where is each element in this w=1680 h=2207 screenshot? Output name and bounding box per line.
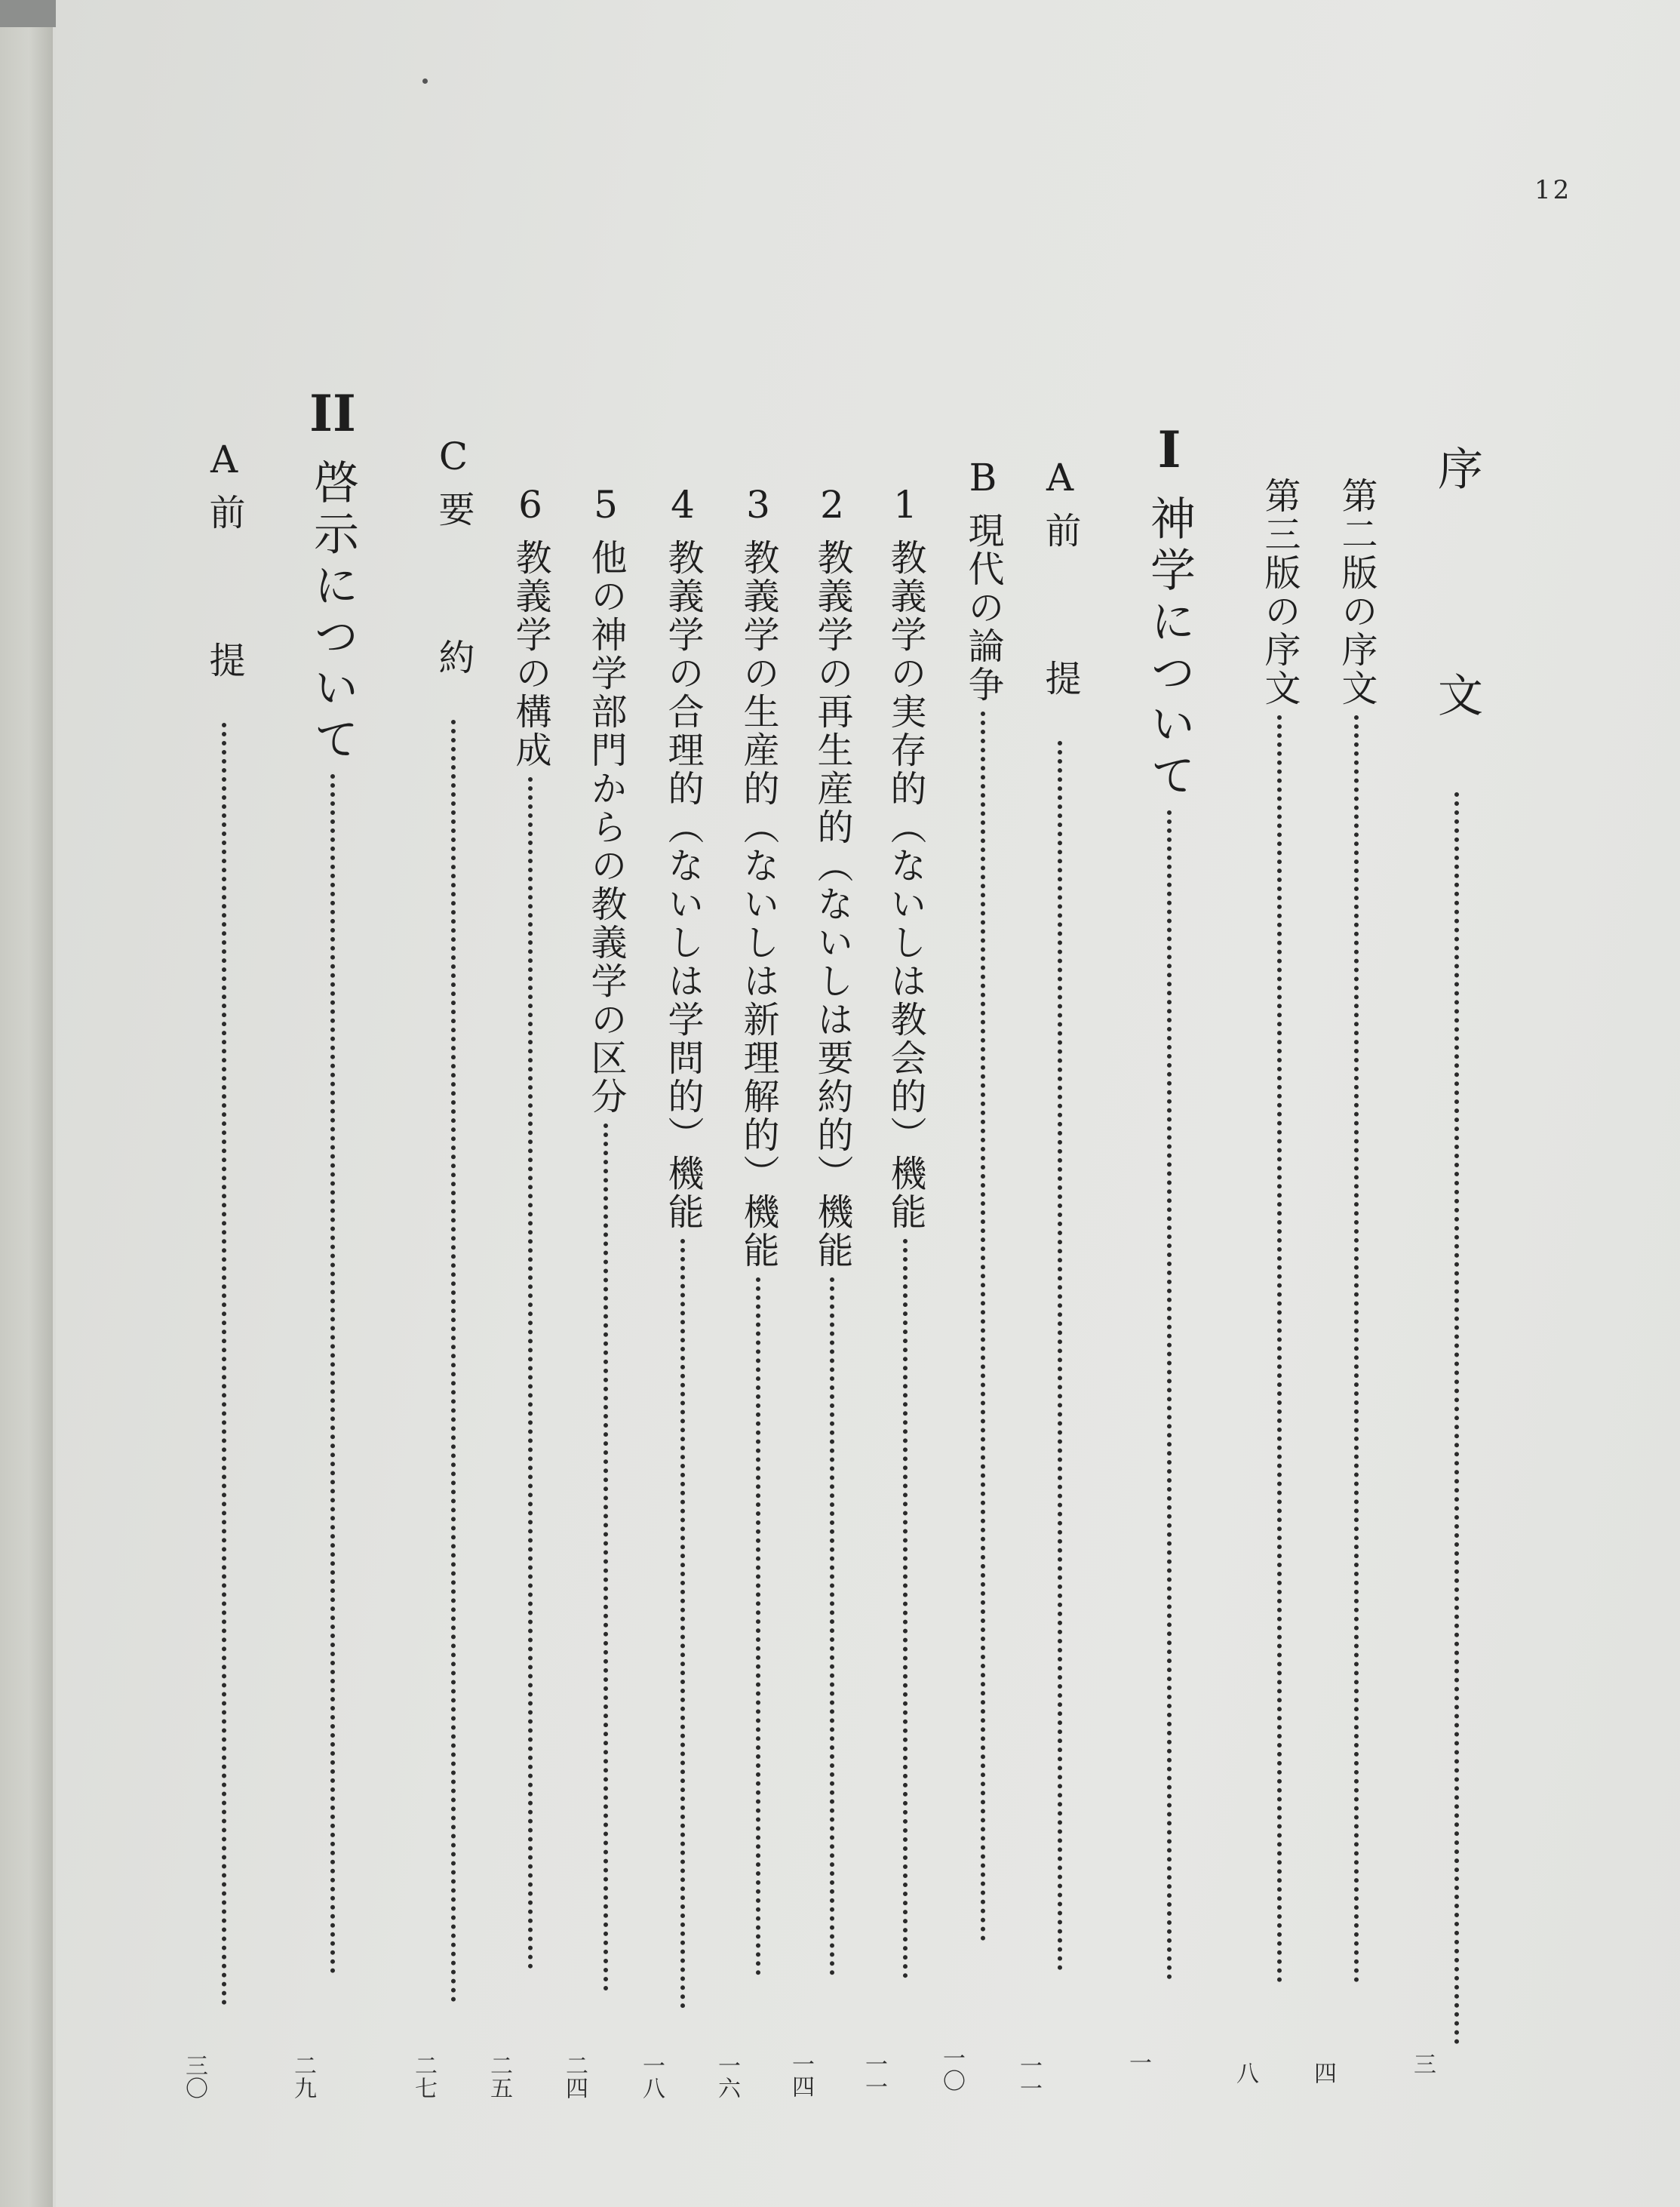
toc-leader-dots — [1058, 741, 1062, 1971]
toc-page-number: 八 — [1232, 2061, 1258, 2084]
toc-entry-chapter-1 — [1143, 420, 1196, 1980]
toc-page-number: 三〇 — [181, 2054, 207, 2099]
toc-entry-1b-3 — [732, 483, 785, 1975]
toc-entry-title: 他の神学部門からの教義学の区分 — [585, 539, 627, 1116]
toc-leader-dots — [1454, 792, 1459, 2045]
toc-entry-title: 教義学の生産的（ないしは新理解的）機能 — [737, 539, 779, 1270]
toc-entry-marker: I — [1157, 420, 1181, 479]
toc-leader-dots — [330, 774, 335, 1974]
toc-entry-second-edition-preface — [1330, 477, 1383, 1983]
toc-entry-marker: II — [309, 384, 356, 443]
toc-entry-title: 前 提 — [1039, 512, 1081, 733]
toc-entry-1b — [957, 456, 1009, 1941]
page-folio: 12 — [1534, 175, 1572, 205]
toc-entry-marker: 5 — [594, 483, 618, 527]
toc-entry-marker: B — [969, 456, 997, 499]
toc-entry-title: 前 提 — [203, 493, 245, 715]
toc-entry-marker: A — [1046, 456, 1074, 499]
toc-entry-title: 序 文 — [1430, 445, 1483, 785]
toc-entry-1b-5 — [579, 483, 632, 1991]
toc-entry-title: 教義学の合理的（ないしは学問的）機能 — [662, 539, 704, 1231]
toc-page-number: 三 — [1409, 2052, 1436, 2075]
toc-entry-1b-4 — [656, 483, 709, 2009]
toc-entry-marker: A — [210, 438, 238, 481]
toc-page-number: 二九 — [290, 2054, 316, 2099]
toc-entry-marker: 6 — [518, 483, 542, 527]
toc-entry-1a — [1033, 456, 1086, 1971]
toc-page-number: 二五 — [486, 2054, 512, 2099]
toc-entry-title: 現代の論争 — [962, 512, 1004, 704]
toc-entry-title: 神学について — [1143, 495, 1196, 803]
toc-page-number: 一一 — [861, 2052, 887, 2098]
toc-entry-title: 教義学の構成 — [509, 539, 551, 770]
toc-leader-dots — [1354, 715, 1359, 1983]
toc-page-number: 二四 — [561, 2054, 588, 2099]
toc-leader-dots — [451, 720, 456, 2003]
toc-entry-2a — [198, 438, 250, 2006]
toc-page-number: 一一 — [1015, 2054, 1042, 2099]
toc-entry-title: 第二版の序文 — [1335, 477, 1377, 708]
toc-entry-marker: 3 — [746, 483, 770, 527]
toc-entry-title: 啓示について — [306, 459, 359, 767]
toc-page-number: 四 — [1310, 2061, 1336, 2084]
toc-entry-marker: 1 — [893, 483, 917, 527]
toc-entry-title: 教義学の再生産的（ないしは要約的）機能 — [811, 539, 853, 1270]
toc-entry-marker: 4 — [671, 483, 695, 527]
toc-entry-1c — [427, 435, 480, 2003]
toc-leader-dots — [981, 712, 985, 1941]
toc-page-number: 二七 — [410, 2054, 437, 2099]
toc-leader-dots — [604, 1123, 608, 1991]
toc-entry-1b-1 — [879, 483, 932, 1978]
toc-entry-chapter-2 — [306, 386, 359, 1974]
toc-entry-marker: 2 — [820, 483, 844, 527]
toc-page-number: 一 — [1125, 2051, 1151, 2073]
toc-entry-title: 教義学の実存的（ないしは教会的）機能 — [884, 539, 926, 1231]
toc-entry-title: 要 約 — [432, 490, 475, 712]
toc-entry-marker: C — [438, 435, 468, 478]
toc-leader-dots — [903, 1239, 908, 1978]
toc-entry-third-edition-preface — [1253, 477, 1306, 1983]
toc-page-number: 一八 — [638, 2054, 665, 2099]
toc-entry-title: 第三版の序文 — [1258, 477, 1301, 708]
toc-page-number: 一六 — [714, 2054, 740, 2099]
ink-speck — [422, 78, 428, 84]
toc-leader-dots — [830, 1277, 834, 1975]
toc-entry-preface — [1430, 445, 1483, 2045]
toc-entry-1b-2 — [806, 483, 858, 1975]
toc-leader-dots — [1167, 810, 1172, 1980]
adjacent-page-edge — [0, 0, 53, 2207]
toc-leader-dots — [222, 723, 226, 2006]
toc-leader-dots — [756, 1277, 760, 1975]
toc-entry-1b-6 — [504, 483, 557, 1969]
toc-leader-dots — [680, 1239, 685, 2009]
toc-leader-dots — [1277, 715, 1282, 1983]
toc-leader-dots — [528, 777, 533, 1969]
toc-page-number: 一四 — [788, 2052, 814, 2098]
toc-page-number: 一〇 — [938, 2046, 965, 2092]
